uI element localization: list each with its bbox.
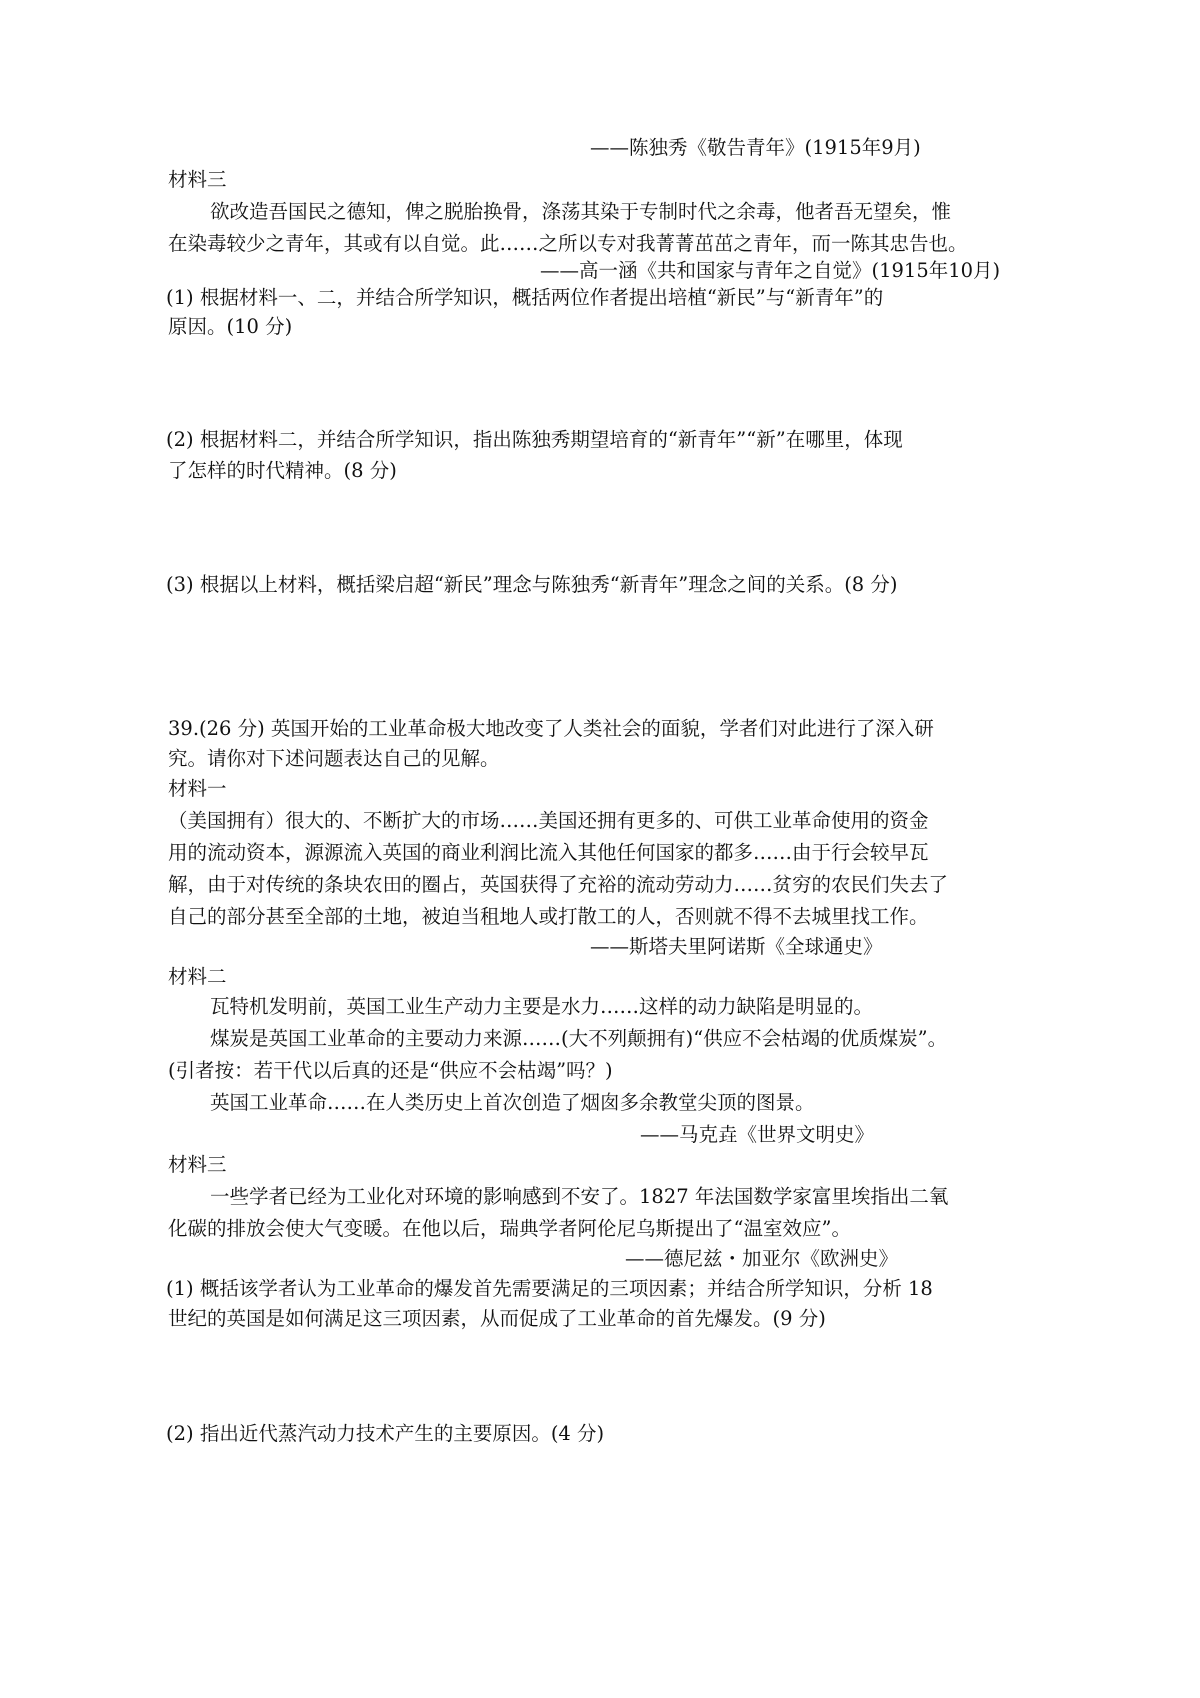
material-text-line: 化碳的排放会使大气变暖。在他以后，瑞典学者阿伦尼乌斯提出了“温室效应”。 [168,1217,851,1240]
material-text-line: 瓦特机发明前，英国工业生产动力主要是水力……这样的动力缺陷是明显的。 [210,995,874,1018]
source-citation: ——高一涵《共和国家与青年之自觉》(1915年10月) [540,259,1001,282]
material-text-line: 欲改造吾国民之德知，俾之脱胎换骨，涤荡其染于专制时代之余毒，他者吾无望矣，惟 [210,200,952,223]
question-text-line: (2) 指出近代蒸汽动力技术产生的主要原因。(4 分) [166,1422,605,1445]
question-text-line: (1) 概括该学者认为工业革命的爆发首先需要满足的三项因素；并结合所学知识，分析 18 [166,1277,933,1300]
material-label: 材料三 [168,1153,227,1176]
material-text-line: 煤炭是英国工业革命的主要动力来源……(大不列颠拥有)“供应不会枯竭的优质煤炭”。 [210,1027,948,1050]
material-text-line: 用的流动资本，源源流入英国的商业利润比流入其他任何国家的都多……由于行会较早瓦 [168,841,929,864]
question-text-line: (2) 根据材料二，并结合所学知识，指出陈独秀期望培育的“新青年”“新”在哪里，体现 [166,428,903,451]
material-text-line: 英国工业革命……在人类历史上首次创造了烟囱多余教堂尖顶的图景。 [210,1091,815,1114]
source-citation: ——马克垚《世界文明史》 [640,1123,875,1146]
source-citation: ——德尼兹・加亚尔《欧洲史》 [625,1247,899,1270]
material-label: 材料二 [168,965,227,988]
question-intro-line: 39.(26 分) 英国开始的工业革命极大地改变了人类社会的面貌，学者们对此进行了深入研 [168,717,934,740]
material-text-line: 解，由于对传统的条块农田的圈占，英国获得了充裕的流动劳动力……贫穷的农民们失去了 [168,873,949,896]
source-citation: ——陈独秀《敬告青年》(1915年9月) [590,136,921,159]
question-text-line: 了怎样的时代精神。(8 分) [168,459,397,482]
material-text-line: 在染毒较少之青年，其或有以自觉。此……之所以专对我菁菁茁茁之青年，而一陈其忠告也。 [168,232,968,255]
source-citation: ——斯塔夫里阿诺斯《全球通史》 [590,935,883,958]
material-text-line: (引者按：若干代以后真的还是“供应不会枯竭”吗？) [168,1059,613,1082]
material-label: 材料三 [168,168,227,191]
material-text-line: （美国拥有）很大的、不断扩大的市场……美国还拥有更多的、可供工业革命使用的资金 [168,809,929,832]
material-text-line: 一些学者已经为工业化对环境的影响感到不安了。1827 年法国数学家富里埃指出二氧 [210,1185,949,1208]
question-text-line: (1) 根据材料一、二，并结合所学知识，概括两位作者提出培植“新民”与“新青年”的 [166,286,884,309]
question-text-line: (3) 根据以上材料，概括梁启超“新民”理念与陈独秀“新青年”理念之间的关系。(8 分) [166,573,898,596]
material-text-line: 自己的部分甚至全部的土地，被迫当租地人或打散工的人，否则就不得不去城里找工作。 [168,905,929,928]
question-text-line: 原因。(10 分) [168,315,293,338]
question-intro-line: 究。请你对下述问题表达自己的见解。 [168,747,500,770]
question-text-line: 世纪的英国是如何满足这三项因素，从而促成了工业革命的首先爆发。(9 分) [168,1307,826,1330]
material-label: 材料一 [168,777,227,800]
